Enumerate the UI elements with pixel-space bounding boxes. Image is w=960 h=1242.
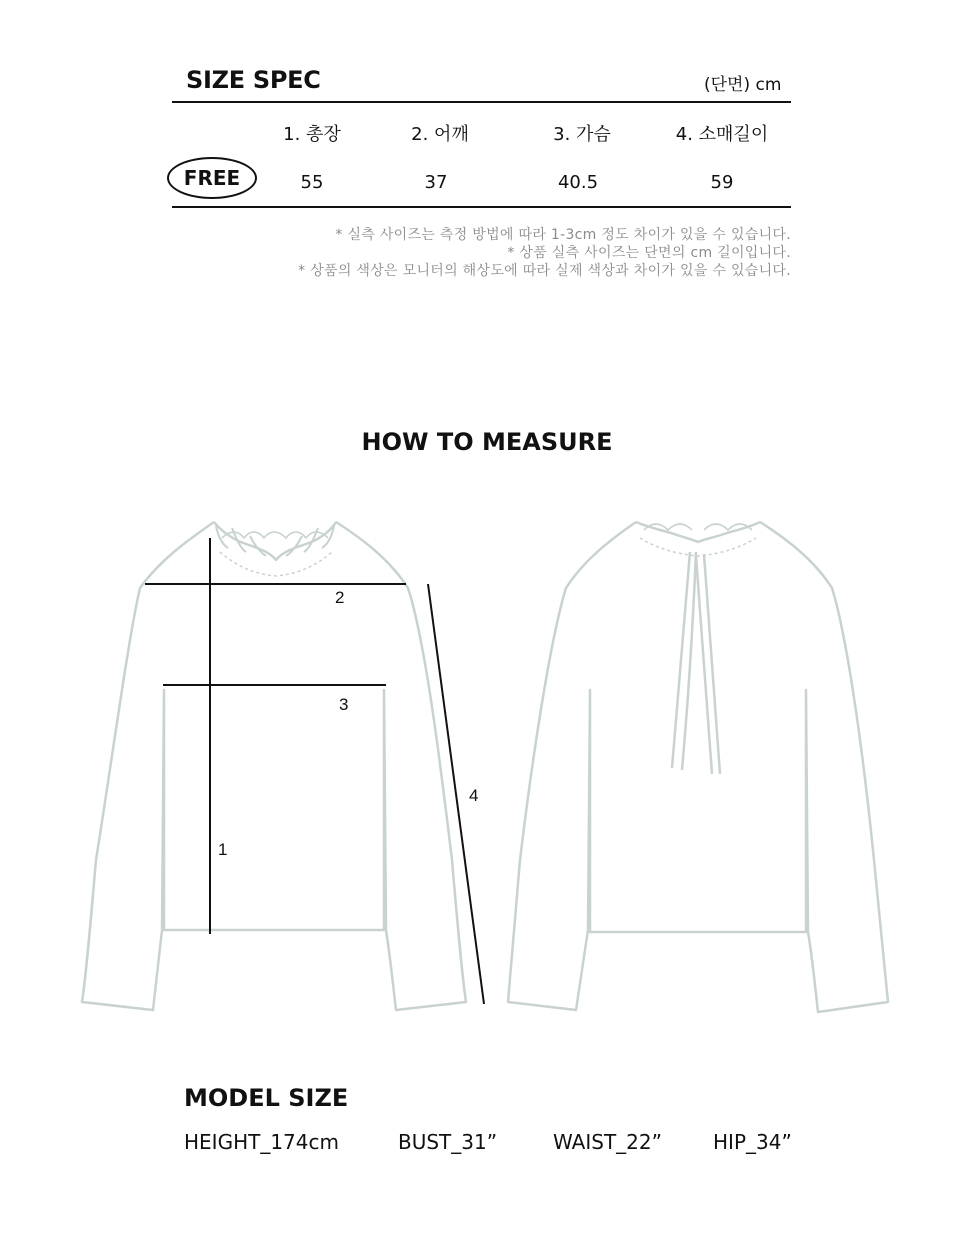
size-spec-title: SIZE SPEC: [186, 66, 321, 94]
model-size-title: MODEL SIZE: [184, 1084, 349, 1112]
size-spec-unit: (단면) cm: [704, 75, 782, 95]
measure-label-3: 3: [339, 695, 349, 714]
note-color: * 상품의 색상은 모니터의 해상도에 따라 실제 색상과 차이가 있을 수 있습니다.: [298, 263, 791, 279]
cell-chest: 40.5: [557, 172, 599, 193]
column-header-shoulder: 2. 어깨: [411, 124, 469, 145]
model-bust: BUST_31”: [398, 1130, 498, 1154]
measure-label-4: 4: [469, 786, 479, 805]
measure-diagram: [0, 500, 960, 1020]
cell-length: 55: [300, 172, 324, 193]
measurement-lines: [145, 538, 484, 1004]
column-header-sleeve: 4. 소매길이: [675, 124, 769, 145]
front-garment-illustration: [82, 522, 466, 1010]
model-waist: WAIST_22”: [553, 1130, 662, 1154]
table-bottom-rule: [172, 206, 791, 208]
cell-shoulder: 37: [424, 172, 448, 193]
column-header-chest: 3. 가슴: [553, 124, 611, 145]
size-badge-free: FREE: [167, 157, 257, 199]
back-garment-illustration: [508, 522, 888, 1012]
how-to-measure-title: HOW TO MEASURE: [361, 428, 613, 456]
table-top-rule: [172, 101, 791, 103]
model-height: HEIGHT_174cm: [184, 1130, 339, 1154]
measure-label-2: 2: [335, 588, 345, 607]
note-flat-measure: * 상품 실측 사이즈는 단면의 cm 길이입니다.: [507, 245, 791, 261]
cell-sleeve: 59: [710, 172, 734, 193]
measure-label-1: 1: [218, 840, 228, 859]
model-hip: HIP_34”: [713, 1130, 792, 1154]
column-header-length: 1. 총장: [283, 124, 341, 145]
note-measurement: * 실측 사이즈는 측정 방법에 따라 1-3cm 정도 차이가 있을 수 있습니다.: [335, 227, 791, 243]
